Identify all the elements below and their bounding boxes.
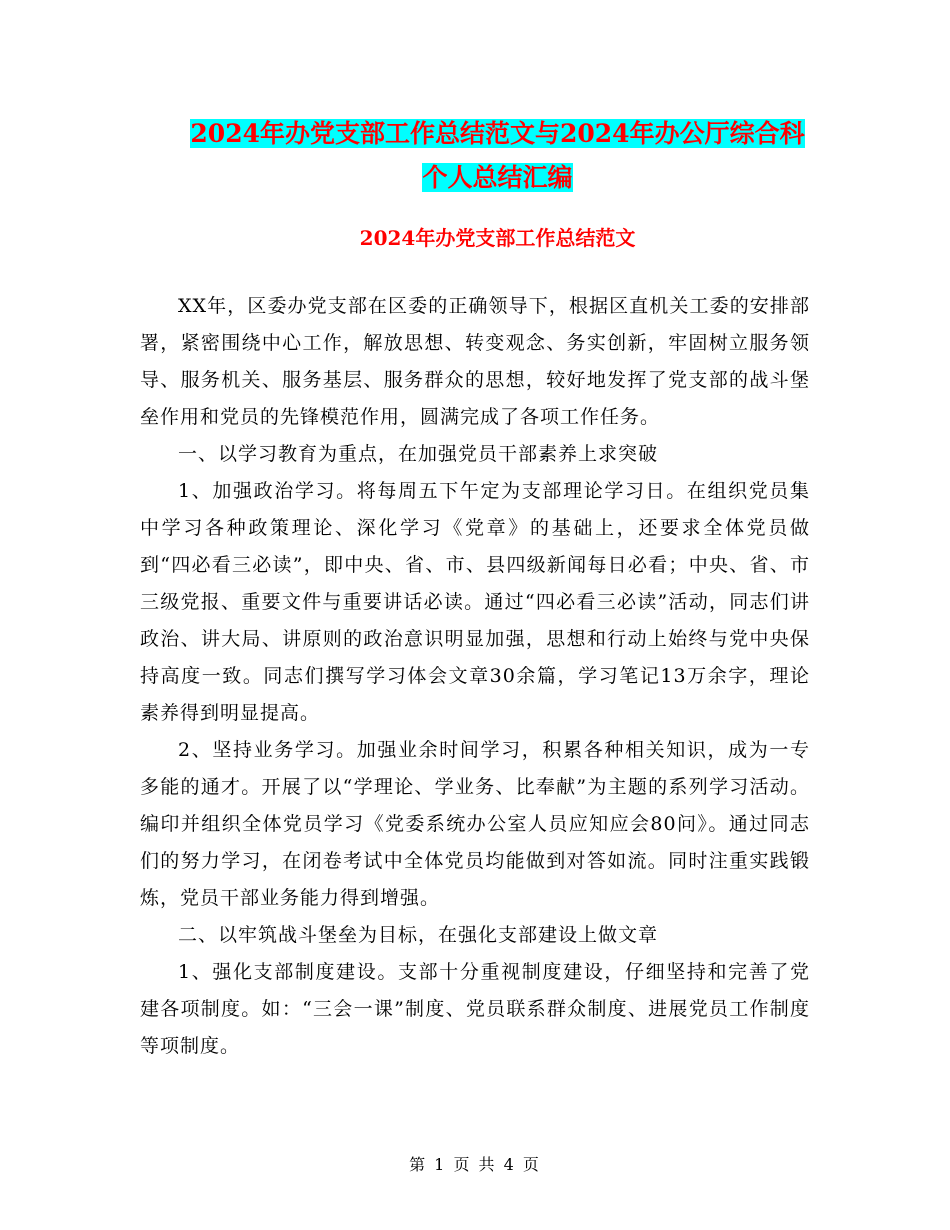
document-body: [140, 288, 810, 1065]
heading-paragraph: 一、以学习教育为重点，在加强党员干部素养上求突破: [178, 443, 659, 465]
document-title: [140, 112, 855, 200]
title-line-2: 个人总结汇编: [422, 163, 573, 192]
paragraph: XX年，区委办党支部在区委的正确领导下，根据区直机关工委的安排部署，紧密围绕中心工作，解放思想、转变观念、务实创新，牢固树立服务领导、服务机关、服务基层、服务群众的思想，较好地发挥了党支部的战斗堡垒作用和党员的先锋模范作用，圆满完成了各项工作任务。: [140, 295, 810, 428]
paragraph: 1、强化支部制度建设。支部十分重视制度建设，仔细坚持和完善了党建各项制度。如：“三会一课”制度、党员联系群众制度、进展党员工作制度等项制度。: [140, 961, 810, 1057]
heading-paragraph: 二、以牢筑战斗堡垒为目标，在强化支部建设上做文章: [178, 924, 659, 946]
paragraph: 1、加强政治学习。将每周五下午定为支部理论学习日。在组织党员集中学习各种政策理论、深化学习《党章》的基础上，还要求全体党员做到“四必看三必读”，即中央、省、市、县四级新闻每日必看；中央、省、市三级党报、重要文件与重要讲话必读。通过“四必看三必读”活动，同志们讲政治、讲大局、讲原则的政治意识明显加强，思想和行动上始终与党中央保持高度一致。同志们撰写学习体会文章30余篇，学习笔记13万余字，理论素养得到明显提高。: [140, 480, 810, 724]
page-footer: 第 1 页 共 4 页: [409, 1155, 541, 1174]
section-title: 2024年办党支部工作总结范文: [359, 226, 636, 250]
paragraph: 2、坚持业务学习。加强业余时间学习，积累各种相关知识，成为一专多能的通才。开展了以“学理论、学业务、比奉献”为主题的系列学习活动。编印并组织全体党员学习《党委系统办公室人员应知应会80问》。通过同志们的努力学习，在闭卷考试中全体党员均能做到对答如流。同时注重实践锻炼，党员干部业务能力得到增强。: [140, 739, 810, 909]
title-line-1: 2024年办党支部工作总结范文与2024年办公厅综合科: [190, 119, 805, 148]
